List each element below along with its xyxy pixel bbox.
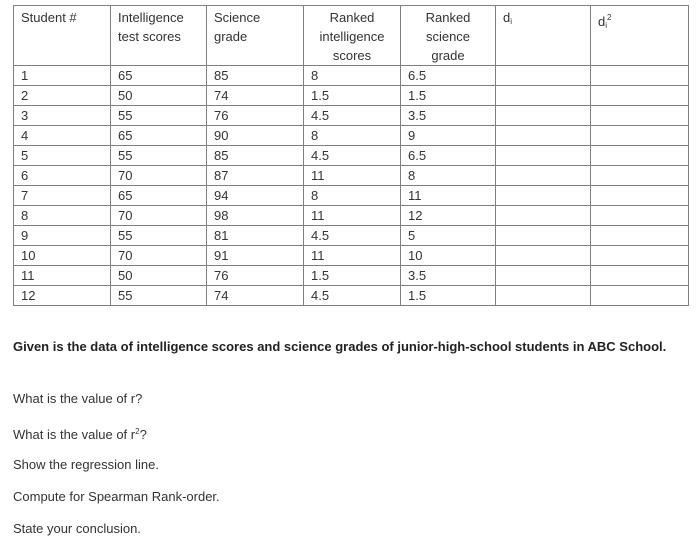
cell-student: 12 (14, 286, 111, 306)
cell-di-squared (591, 286, 689, 306)
header-intelligence (111, 6, 207, 66)
header-ranked-intelligence (304, 6, 401, 66)
cell-ranked-science: 11 (401, 186, 496, 206)
cell-science-grade: 76 (207, 266, 304, 286)
question-r: What is the value of r? (13, 391, 143, 406)
table-row (14, 206, 689, 226)
cell-ranked-science: 3.5 (401, 106, 496, 126)
cell-science-grade: 87 (207, 166, 304, 186)
cell-di (496, 186, 591, 206)
cell-ranked-intelligence: 1.5 (304, 266, 401, 286)
table-row (14, 186, 689, 206)
header-di2-sup: 2 (607, 13, 612, 22)
cell-science-grade: 90 (207, 126, 304, 146)
cell-di (496, 86, 591, 106)
header-science-line2: grade (214, 29, 248, 44)
table-row (14, 86, 689, 106)
cell-intelligence-score: 65 (111, 186, 207, 206)
cell-di-squared (591, 86, 689, 106)
cell-intelligence-score: 55 (111, 286, 207, 306)
question-r-squared-suffix: ? (139, 427, 147, 442)
data-table (13, 5, 689, 306)
cell-science-grade: 94 (207, 186, 304, 206)
cell-ranked-intelligence: 1.5 (304, 86, 401, 106)
table-row (14, 266, 689, 286)
header-di-base: d (503, 10, 511, 25)
cell-ranked-science: 6.5 (401, 66, 496, 86)
table-row (14, 226, 689, 246)
cell-science-grade: 85 (207, 146, 304, 166)
cell-di (496, 66, 591, 86)
header-di2-base: d (598, 14, 606, 29)
cell-ranked-intelligence: 8 (304, 126, 401, 146)
cell-science-grade: 74 (207, 286, 304, 306)
table-row (14, 126, 689, 146)
table-row (14, 146, 689, 166)
question-r-squared-text: What is the value of r (13, 427, 136, 442)
cell-ranked-science: 1.5 (401, 86, 496, 106)
header-ranked-science-line3: grade (431, 48, 465, 63)
header-di-squared (591, 6, 689, 66)
table-row (14, 246, 689, 266)
cell-intelligence-score: 50 (111, 266, 207, 286)
table-row (14, 286, 689, 306)
cell-di (496, 206, 591, 226)
cell-ranked-intelligence: 11 (304, 166, 401, 186)
problem-heading: Given is the data of intelligence scores and science grades of junior-high-school students in ABC School. (13, 339, 667, 354)
cell-di-squared (591, 166, 689, 186)
question-spearman: Compute for Spearman Rank-order. (13, 489, 220, 504)
cell-di (496, 226, 591, 246)
cell-ranked-science: 9 (401, 126, 496, 146)
header-ranked-science-line2: science (425, 29, 471, 44)
cell-intelligence-score: 70 (111, 246, 207, 266)
cell-science-grade: 98 (207, 206, 304, 226)
cell-intelligence-score: 70 (111, 206, 207, 226)
cell-ranked-intelligence: 11 (304, 206, 401, 226)
header-intelligence-line2: test scores (118, 29, 181, 44)
cell-di (496, 286, 591, 306)
table-row (14, 66, 689, 86)
cell-student: 7 (14, 186, 111, 206)
cell-ranked-intelligence: 4.5 (304, 106, 401, 126)
cell-student: 10 (14, 246, 111, 266)
cell-intelligence-score: 55 (111, 106, 207, 126)
header-di (496, 6, 591, 66)
cell-di (496, 266, 591, 286)
cell-intelligence-score: 70 (111, 166, 207, 186)
header-science-line1: Science (214, 10, 261, 25)
cell-ranked-science: 12 (401, 206, 496, 226)
cell-di-squared (591, 106, 689, 126)
cell-student: 6 (14, 166, 111, 186)
header-ranked-science (401, 6, 496, 66)
cell-student: 11 (14, 266, 111, 286)
header-intelligence-line1: Intelligence (118, 10, 184, 25)
cell-intelligence-score: 55 (111, 146, 207, 166)
table-body (14, 66, 689, 306)
cell-science-grade: 85 (207, 66, 304, 86)
cell-ranked-science: 6.5 (401, 146, 496, 166)
cell-science-grade: 74 (207, 86, 304, 106)
cell-di (496, 166, 591, 186)
cell-ranked-science: 8 (401, 166, 496, 186)
cell-ranked-intelligence: 4.5 (304, 286, 401, 306)
cell-student: 8 (14, 206, 111, 226)
table-row (14, 166, 689, 186)
cell-di-squared (591, 246, 689, 266)
cell-intelligence-score: 65 (111, 126, 207, 146)
cell-ranked-science: 1.5 (401, 286, 496, 306)
cell-di (496, 106, 591, 126)
cell-di-squared (591, 126, 689, 146)
cell-science-grade: 91 (207, 246, 304, 266)
cell-ranked-science: 10 (401, 246, 496, 266)
cell-student: 2 (14, 86, 111, 106)
header-ranked-intelligence-line2: intelligence (319, 29, 385, 44)
cell-di-squared (591, 186, 689, 206)
cell-student: 4 (14, 126, 111, 146)
cell-ranked-intelligence: 11 (304, 246, 401, 266)
table-row (14, 106, 689, 126)
cell-student: 9 (14, 226, 111, 246)
cell-ranked-science: 5 (401, 226, 496, 246)
cell-intelligence-score: 65 (111, 66, 207, 86)
header-ranked-intelligence-line3: scores (332, 48, 372, 63)
header-student (14, 6, 111, 66)
cell-ranked-intelligence: 8 (304, 66, 401, 86)
table-header-row (14, 6, 689, 66)
cell-intelligence-score: 50 (111, 86, 207, 106)
cell-ranked-intelligence: 8 (304, 186, 401, 206)
question-r-squared (13, 423, 147, 444)
cell-student: 1 (14, 66, 111, 86)
cell-ranked-intelligence: 4.5 (304, 226, 401, 246)
cell-student: 3 (14, 106, 111, 126)
cell-di-squared (591, 206, 689, 226)
cell-science-grade: 81 (207, 226, 304, 246)
header-di-sub: i (510, 17, 513, 26)
cell-di (496, 246, 591, 266)
cell-di-squared (591, 146, 689, 166)
header-ranked-science-line1: Ranked (425, 10, 471, 25)
header-di2-sub: i (605, 21, 608, 30)
cell-intelligence-score: 55 (111, 226, 207, 246)
cell-di-squared (591, 66, 689, 86)
cell-di (496, 146, 591, 166)
header-ranked-intelligence-line1: Ranked (329, 10, 375, 25)
cell-student: 5 (14, 146, 111, 166)
cell-di-squared (591, 226, 689, 246)
question-conclusion: State your conclusion. (13, 521, 141, 536)
header-science (207, 6, 304, 66)
cell-di (496, 126, 591, 146)
cell-ranked-intelligence: 4.5 (304, 146, 401, 166)
question-regression-line: Show the regression line. (13, 457, 159, 472)
cell-ranked-science: 3.5 (401, 266, 496, 286)
cell-di-squared (591, 266, 689, 286)
header-student-label: Student # (21, 10, 77, 25)
question-r-squared-sup: 2 (135, 427, 140, 436)
cell-science-grade: 76 (207, 106, 304, 126)
